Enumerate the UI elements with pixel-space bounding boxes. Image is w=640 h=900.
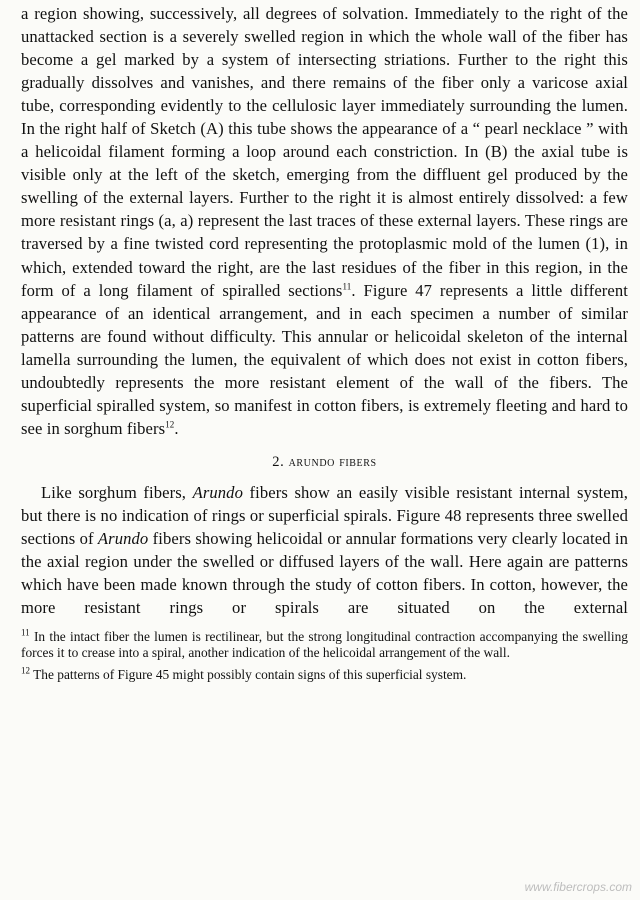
footnote-number: 12 xyxy=(21,665,30,676)
paragraph-text: Like sorghum fibers, xyxy=(41,482,193,502)
footnote-ref: 11 xyxy=(342,281,352,292)
footnote xyxy=(21,629,628,661)
section-number: 2. xyxy=(272,453,285,470)
paragraph-text: fibers show an easily visible resistant internal system, but there is no indication of rings or superficial spirals. Figure 48 represents three swelled sections of xyxy=(21,482,628,548)
footnote-ref: 12 xyxy=(165,419,175,430)
footnote-text: In the intact fiber the lumen is rectilinear, but the strong longitudinal contraction accompanying the swelling forces it to crease into a spiral, another indication of the helicoidal arrangement of the wall. xyxy=(21,629,628,661)
footnote-text: The patterns of Figure 45 might possibly contain signs of this superficial system. xyxy=(33,666,467,682)
watermark: www.fibercrops.com xyxy=(524,880,632,894)
paragraph-text: fibers showing helicoidal or annular formations very clearly located in the axial region under the swelled or diffused layers of the wall. Here again are patterns which have been made known through the study of cotton fibers. In cotton, however, the more resistant rings or spirals are situated on the external xyxy=(21,528,629,618)
section-title: arundo fibers xyxy=(288,453,377,470)
footnote xyxy=(21,667,628,683)
italic-term: Arundo xyxy=(97,528,149,548)
body-paragraph xyxy=(21,481,628,619)
paragraph-text: a region showing, successively, all degrees of solvation. Immediately to the right of the unattacked section is a severely swelled region in which the whole wall of the fiber has become a gel marked by a system of intersecting striations. Further to the right this gradually dissolves and vanishes, and there remains of the fiber only a varicose axial tube, corresponding evidently to the cellulosic layer immediately surrounding the lumen. In the right half of Sketch (A) this tube shows the appearance of a “ pearl necklace ” with a helicoidal filament forming a loop around each constriction. In (B) the axial tube is visible only at the left of the sketch, emerging from the diffluent gel produced by the swelling of the external layers. Further to the right it is almost entirely dissolved: a few more resistant rings (a, a) represent the last traces of these external layers. These rings are traversed by a fine twisted cord representing the protoplasmic mold of the lumen (1), in which, extended toward the right, are the last residues of the fiber in this region, in the form of a long filament of spiralled sections xyxy=(21,4,628,300)
paragraph-text: . Figure 47 represents a little different appearance of an identical arrangement, and in each specimen a number of similar patterns are found without difficulty. This annular or helicoidal skeleton of the internal lamella surrounding the lumen, the equivalent of which does not exist in cotton fibers, undoubtedly represents the more resistant element of the wall of the fibers. The superficial spiralled system, so manifest in cotton fibers, is extremely fleeting and hard to see in sorghum fibers xyxy=(21,280,628,438)
body-paragraph xyxy=(21,2,628,440)
paragraph-text: . xyxy=(174,418,179,438)
section-heading xyxy=(21,454,628,471)
footnote-number: 11 xyxy=(21,627,30,638)
italic-term: Arundo xyxy=(192,482,243,502)
